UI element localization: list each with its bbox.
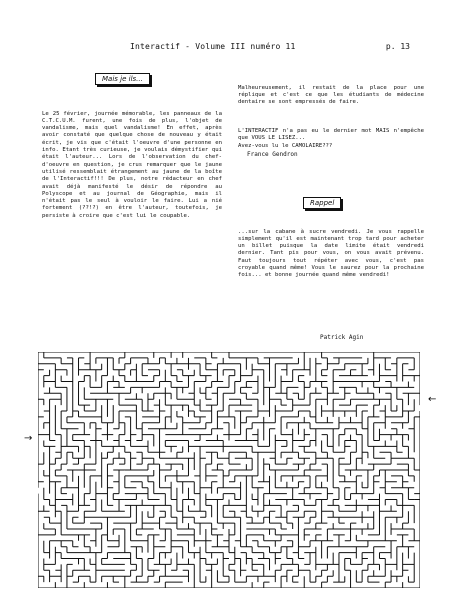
signature-patrick-agin: Patrick Agin <box>320 334 364 341</box>
maze-walls <box>38 352 420 588</box>
maze-puzzle <box>38 352 420 592</box>
reminder-body <box>238 214 428 301</box>
maze-grid <box>38 352 420 588</box>
right-article-paragraph: Malheureusement, il restait de la place pour une réplique et c'est ce que les étudiants de médecine dentaire se sont empressés de faire. <box>238 84 428 106</box>
maze-exit-arrow-icon: ← <box>428 394 437 405</box>
right-article-paragraph: L'INTERACTIF n'a pas eu le dernier mot MAIS n'empêche que VOUS LE LISEZ... Avez-vous lu le CAMOLAIRE??? <box>238 128 424 149</box>
article-tag-mais-je-ils: Mais je ils... <box>95 73 150 85</box>
reminder-paragraph: ...sur la cabane à sucre vendredi. Je vous rappelle simplement qu'il est maintenant trop tard pour acheter un billet puisque la date limite était vendredi dernier. Tant pis pour vous, on vous avait prévenu. Faut toujours tout répéter avec vous, c'est pas croyable quand même! Vous le saurez pour la prochaine fois... et bonne journée quand même vendredi! <box>238 228 428 279</box>
article-tag-rappel: Rappel <box>303 197 341 209</box>
maze-entry-arrow-icon: → <box>24 433 33 444</box>
left-article-body <box>42 96 226 242</box>
signature-france-gendron: France Gendron <box>247 151 298 158</box>
page-header-title: Interactif - Volume III numéro 11 <box>130 42 296 51</box>
left-article-paragraph: Le 25 février, journée mémorable, les panneaux de la C.T.C.U.M. furent, une fois de plus, l'objet de vandalisme, mais quel vandalisme! En effet, après avoir constaté que quelque chose de nouveau y était écrit, je vis que c'était l'oeuvre d'une personne en info. Etant très curieuse, je voulais démystifier qui était l'auteur... Lors de l'observation du chef-d'oeuvre en question, je crus remarquer que le jaune utilisé ressemblait étrangement au jaune de la boîte de l'Interactif!!! De plus, notre rédacteur en chef avait déjà manifesté le désir de répondre au Polyscope et au journal de Géographie, mais il n'était pas le seul à vouloir le faire. Lui a nié fortement (??!?) en être l'auteur, toutefois, je persiste à croire que c'est lui le coupable. <box>42 110 226 219</box>
page-number: p. 13 <box>385 42 410 51</box>
